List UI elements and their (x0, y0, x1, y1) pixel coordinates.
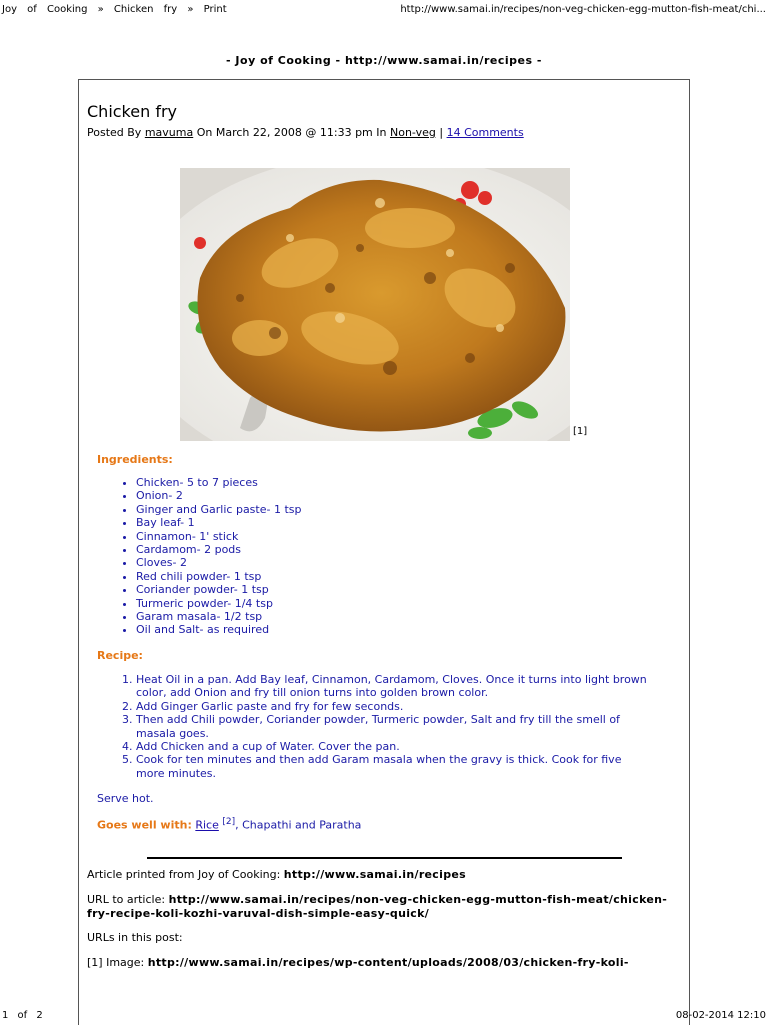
article-url: http://www.samai.in/recipes/non-veg-chicken-egg-mutton-fish-meat/chicken-fry-recipe-koli-kozhi-varuval-dish-simple-easy-quick/ (87, 893, 668, 920)
page-number: 1 of 2 (2, 1010, 43, 1021)
recipe-step: 5. Cook for ten minutes and then add Garam masala when the gravy is thick. Cook for five more minutes. (136, 753, 652, 780)
urls-in-post: URLs in this post: (87, 931, 183, 944)
image-url-line (87, 956, 682, 970)
ingredient-item: • Cardamom- 2 pods (136, 543, 301, 556)
print-datetime: 08-02-2014 12:10 (675, 1010, 766, 1021)
goes-well-rest: , Chapathi and Paratha (235, 818, 362, 832)
chicken-fry-photo (180, 168, 570, 441)
byline-prefix: Posted By (87, 126, 142, 139)
comments-link[interactable]: 14 Comments (446, 126, 524, 139)
ingredient-item: • Cinnamon- 1' stick (136, 530, 301, 543)
ingredient-item: • Turmeric powder- 1/4 tsp (136, 597, 301, 610)
recipe-step: 1. Heat Oil in a pan. Add Bay leaf, Cinnamon, Cardamom, Cloves. Once it turns into light brown color, add Onion and fry till onion turns into golden brown color. (136, 673, 652, 700)
image-reference: [1] (573, 426, 588, 437)
post-date: On March 22, 2008 @ 11:33 pm In (196, 126, 387, 139)
ingredient-item: • Ginger and Garlic paste- 1 tsp (136, 503, 301, 516)
author-link[interactable]: mavuma (144, 126, 194, 139)
ingredient-item: • Red chili powder- 1 tsp (136, 570, 301, 583)
footer-divider (147, 857, 622, 859)
ingredient-item: • Coriander powder- 1 tsp (136, 583, 301, 596)
article-url-label: URL to article: (87, 893, 166, 906)
image-url: http://www.samai.in/recipes/wp-content/uploads/2008/03/chicken-fry-koli- (147, 956, 629, 969)
recipe-step: 4. Add Chicken and a cup of Water. Cover the pan. (136, 740, 652, 753)
printed-from (87, 868, 682, 882)
goes-well-with (97, 817, 361, 832)
rice-link[interactable]: Rice (195, 818, 219, 832)
page-url: http://www.samai.in/recipes/non-veg-chicken-egg-mutton-fish-meat/chi... (400, 4, 766, 15)
recipe-heading: Recipe: (97, 649, 143, 662)
byline-separator: | (439, 126, 444, 139)
ingredients-list (97, 476, 301, 637)
post-title: Chicken fry (87, 102, 177, 121)
ingredient-item: • Onion- 2 (136, 489, 301, 502)
post-byline (87, 126, 524, 139)
recipe-step: 2. Add Ginger Garlic paste and fry for few seconds. (136, 700, 652, 713)
category-link[interactable]: Non-veg (389, 126, 436, 139)
article-url-block (87, 893, 682, 921)
ingredient-item: • Oil and Salt- as required (136, 623, 301, 636)
recipe-step: 3. Then add Chili powder, Coriander powder, Turmeric powder, Salt and fry till the smell of masala goes. (136, 713, 652, 740)
ingredients-heading: Ingredients: (97, 453, 173, 466)
rice-reference: [2] (222, 817, 236, 827)
serve-note: Serve hot. (97, 792, 154, 805)
ingredient-item: • Cloves- 2 (136, 556, 301, 569)
breadcrumb: Joy of Cooking » Chicken fry » Print (2, 4, 227, 15)
printed-from-label: Article printed from Joy of Cooking: (87, 868, 281, 881)
ingredient-item: • Chicken- 5 to 7 pieces (136, 476, 301, 489)
ingredient-item: • Bay leaf- 1 (136, 516, 301, 529)
ingredient-item: • Garam masala- 1/2 tsp (136, 610, 301, 623)
site-title: - Joy of Cooking - http://www.samai.in/recipes - (226, 54, 542, 67)
printed-from-url: http://www.samai.in/recipes (283, 868, 466, 881)
recipe-steps (97, 673, 652, 780)
image-url-label: [1] Image: (87, 956, 145, 969)
goes-well-label: Goes well with: (97, 818, 192, 832)
article-frame (78, 79, 690, 1025)
